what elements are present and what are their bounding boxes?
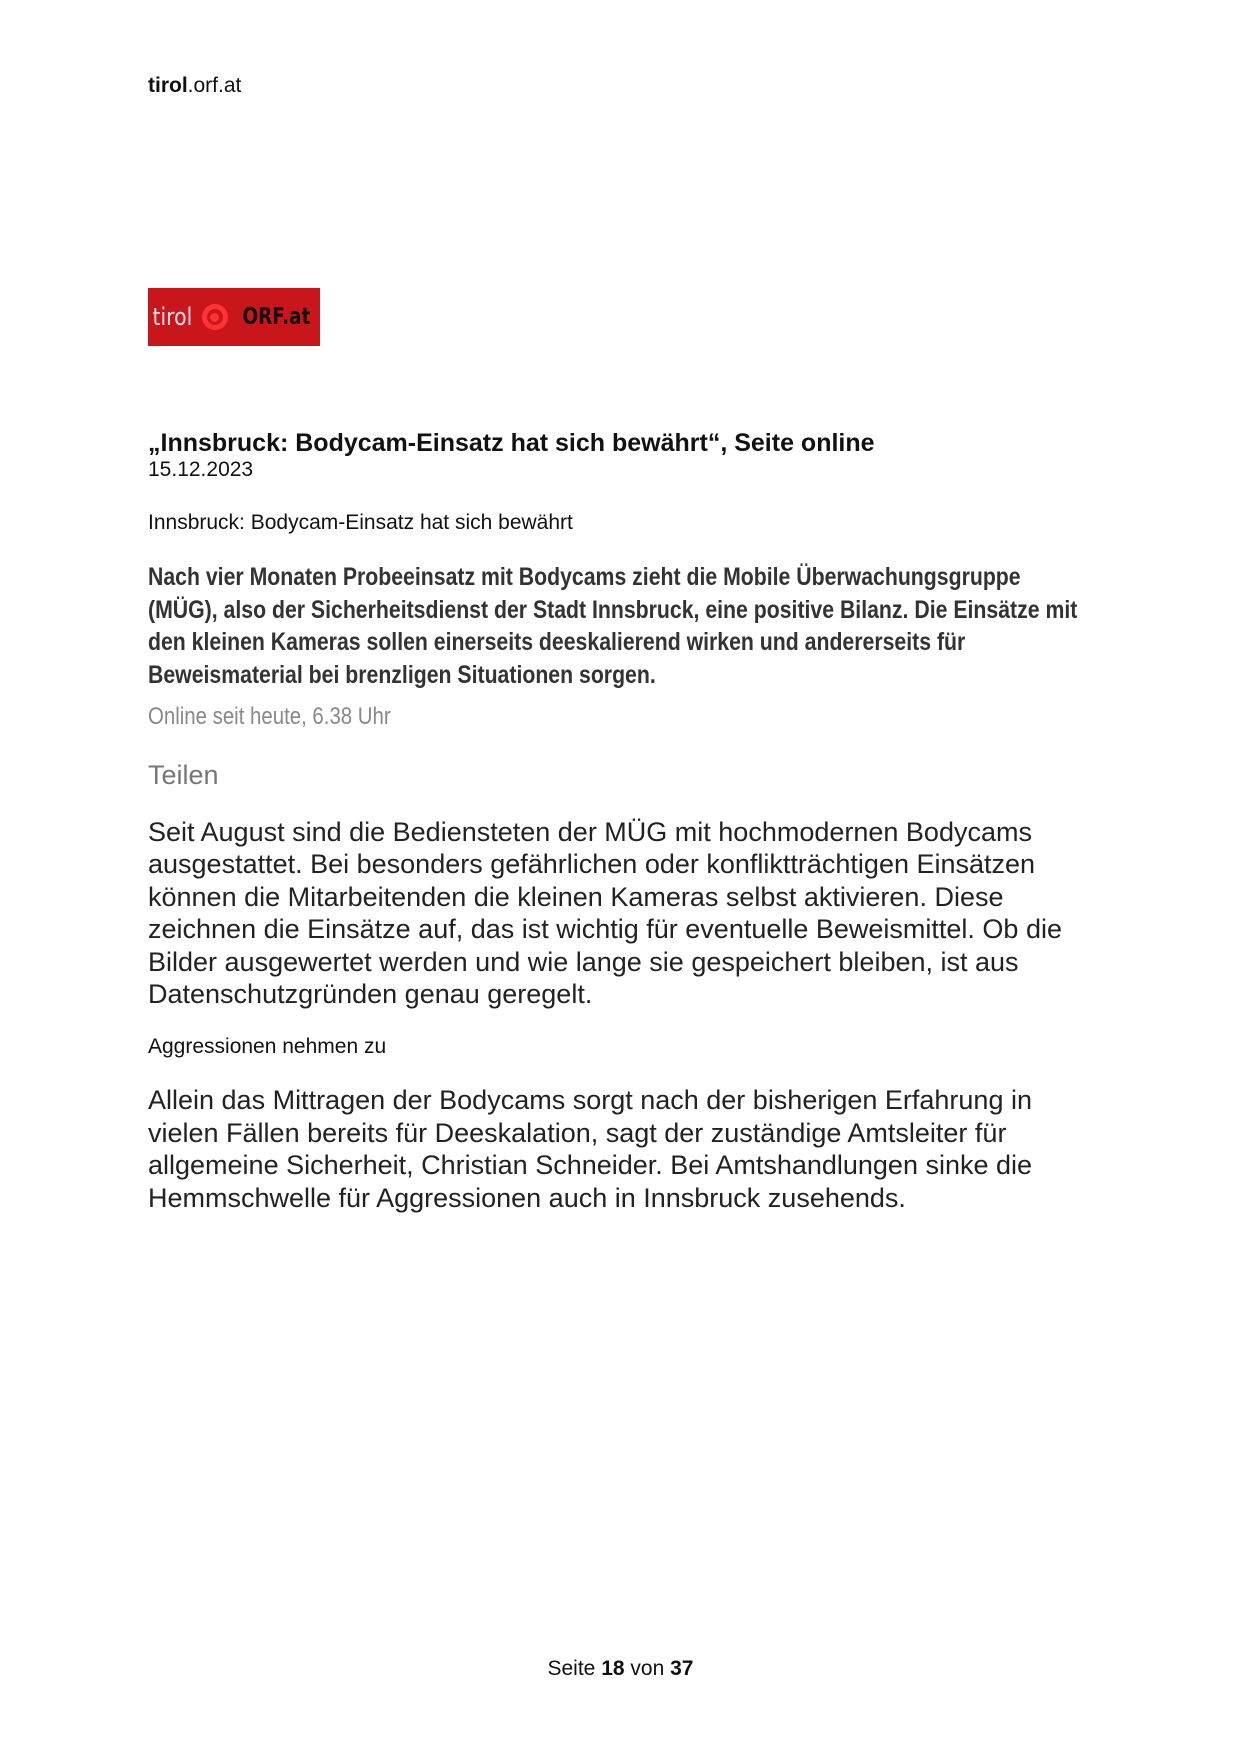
article-body	[148, 428, 1108, 1214]
online-since: Online seit heute, 6.38 Uhr	[148, 703, 391, 730]
page-total: 37	[670, 1657, 694, 1680]
article-lead: Nach vier Monaten Probeeinsatz mit Bodycams zieht die Mobile Überwachungsgruppe (MÜG), also der Sicherheitsdienst der Stadt Innsbruck, eine positive Bilanz. Die Einsätze mit den kleinen Kameras sollen einerseits deeskalierend wirken und andererseits für Beweismaterial bei brenzligen Situationen sorgen.	[148, 563, 1078, 689]
paragraph-2: Allein das Mittragen der Bodycams sorgt nach der bisherigen Erfahrung in vielen Fällen bereits für Deeskalation, sagt der zuständige Amtsleiter für allgemeine Sicherheit, Christian Schneider. Bei Amtshandlungen sinke die Hemmschwelle für Aggressionen auch in Innsbruck zusehends.	[148, 1085, 1033, 1213]
footer-of: von	[630, 1657, 665, 1680]
page-number: 18	[601, 1657, 625, 1680]
article-subtitle: Innsbruck: Bodycam-Einsatz hat sich bewährt	[148, 511, 573, 534]
site-name-bold: tirol	[148, 74, 188, 97]
logo-text-tirol: tirol	[152, 303, 193, 331]
site-name-rest: .orf.at	[187, 74, 242, 97]
site-header	[148, 74, 241, 98]
logo-text-orf: ORF.at	[242, 304, 311, 330]
article-date: 15.12.2023	[148, 458, 254, 481]
section-heading: Aggressionen nehmen zu	[148, 1035, 387, 1059]
article-title: „Innsbruck: Bodycam-Einsatz hat sich bewährt“, Seite online	[148, 429, 875, 457]
share-link[interactable]: Teilen	[148, 760, 219, 790]
page-footer	[0, 1657, 1241, 1681]
paragraph-1: Seit August sind die Bediensteten der MÜG mit hochmodernen Bodycams ausgestattet. Bei besonders gefährlichen oder konfliktträchtigen Einsätzen können die Mitarbeitenden die kleinen Kameras selbst aktivieren. Diese zeichnen die Einsätze auf, das ist wichtig für eventuelle Beweismittel. Ob die Bilder ausgewertet werden und wie lange sie gespeichert bleiben, ist aus Datenschutzgründen genau geregelt.	[148, 817, 1062, 1010]
tirol-orf-logo	[148, 288, 320, 346]
orf-eye-icon	[202, 304, 228, 330]
footer-prefix: Seite	[547, 1657, 596, 1680]
